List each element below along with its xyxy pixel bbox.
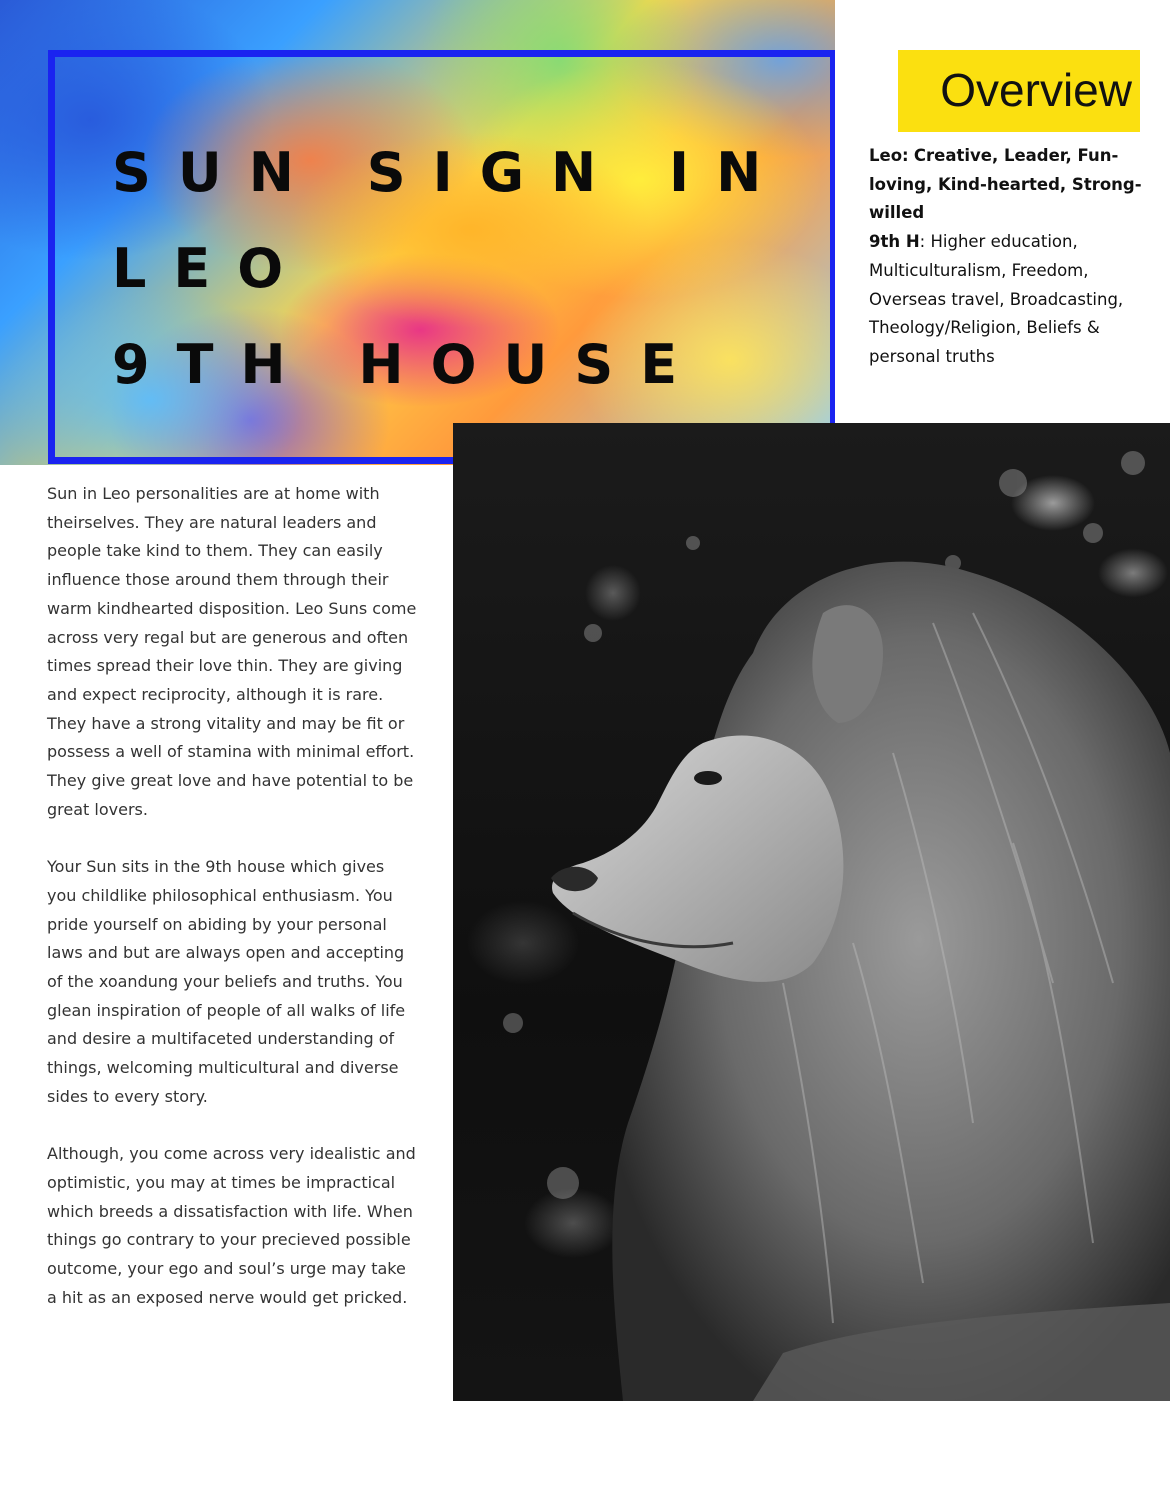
leo-traits-text: Creative, Leader, Fun-loving, Kind-hearted, Strong-willed <box>869 146 1142 223</box>
hero-abstract-art <box>0 0 835 465</box>
overview-details <box>869 142 1159 372</box>
page-title <box>112 125 788 413</box>
house-traits <box>869 228 1159 372</box>
paragraph-2: Your Sun sits in the 9th house which gives you childlike philosophical enthusiasm. You pride yourself on abiding by your personal laws and but are always open and accepting of the xoandung your beliefs and truths. You glean inspiration of people of all walks of life and desire a multifaceted understanding of things, welcoming multicultural and diverse sides to every story. <box>47 857 406 1106</box>
overview-title: Overview <box>940 64 1132 116</box>
paragraph-3: Although, you come across very idealistic and optimistic, you may at times be impractical which breeds a dissatisfaction with life. When things go contrary to your precieved possible outcome, your ego and soul’s urge may take a hit as an exposed nerve would get pricked. <box>47 1144 416 1307</box>
title-line-1: SUN SIGN IN <box>112 141 789 204</box>
title-line-3: 9TH HOUSE <box>112 333 705 396</box>
overview-heading-box <box>898 50 1140 132</box>
body-text <box>47 480 417 1341</box>
house-label: 9th H <box>869 232 920 252</box>
paragraph-1: Sun in Leo personalities are at home with theirselves. They are natural leaders and people take kind to them. They can easily influence those around them through their warm kindhearted disposition. Leo Suns come across very regal but are generous and often times spread their love thin. They are giving and expect reciprocity, although it is rare. They have a strong vitality and may be fit or possess a well of stamina with minimal effort. They give great love and have potential to be great lovers. <box>47 484 417 819</box>
title-line-2: LEO <box>112 237 311 300</box>
house-traits-text: : Higher education, Multiculturalism, Freedom, Overseas travel, Broadcasting, Theology/Religion, Beliefs & personal truths <box>869 232 1124 366</box>
lion-photo <box>453 423 1170 1401</box>
leo-traits <box>869 142 1159 228</box>
lion-illustration <box>453 423 1170 1401</box>
leo-label: Leo: <box>869 146 909 165</box>
